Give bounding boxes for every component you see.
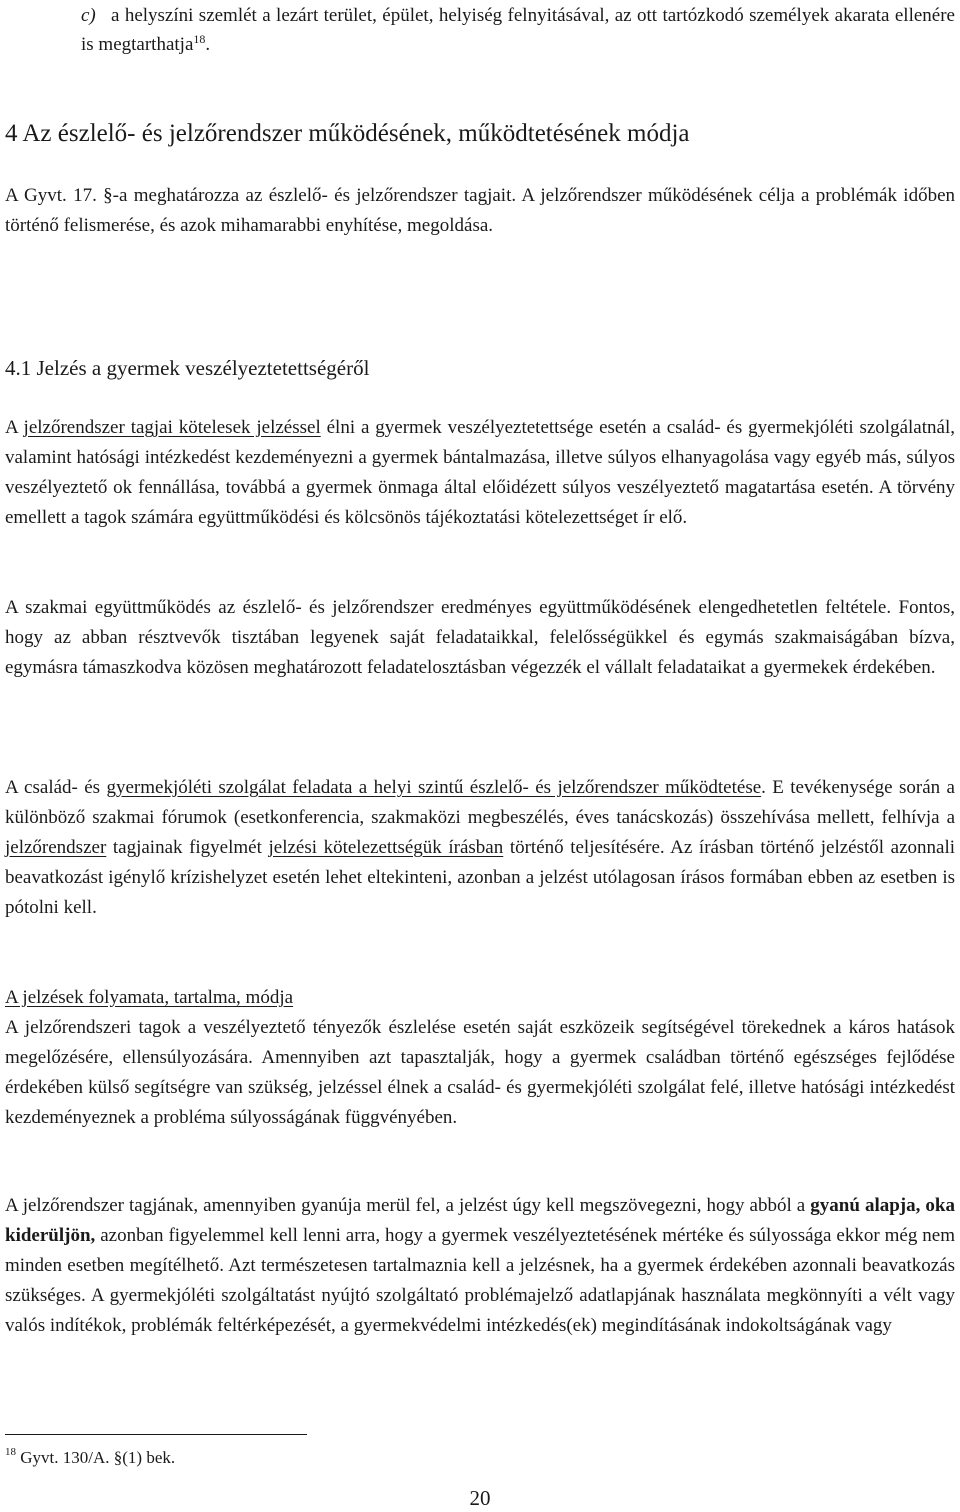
- list-item-c: [81, 1, 955, 59]
- paragraph-intro: A Gyvt. 17. §-a meghatározza az észlelő- és jelzőrendszer tagjait. A jelzőrendszer működésének célja a problémák időben történő felismerése, és azok mihamarabbi enyhítése, megoldása.: [5, 185, 955, 236]
- footnote-reference[interactable]: 18: [193, 32, 206, 46]
- footnote-number: 18: [5, 1446, 16, 1458]
- underlined-phrase: gyermekjóléti szolgálat feladata a helyi szintű észlelő- és jelzőrendszer működtetése: [106, 777, 762, 798]
- paragraph-1: A jelzőrendszer tagjai kötelesek jelzéssel élni a gyermek veszélyeztetettsége esetén a család- és gyermekjóléti szolgálatnál, valamint hatósági intézkedést kezdeményezni a gyermek bántalmazása, illetve súlyos elhanyagolása vagy egyéb más, súlyos veszélyeztető ok fennállása, továbbá a gyermek önmaga által előidézett súlyos veszélyeztető magatartása esetén. A törvény emellett a tagok számára együttműködési és kölcsönös tájékoztatási kötelezettséget ír elő.: [5, 417, 955, 528]
- paragraph-4: A jelzőrendszeri tagok a veszélyeztető tényezők észlelése esetén saját eszközeik segítségével törekednek a káros hatások megelőzésére, ellensúlyozására. Amennyiben azt tapasztalják, hogy a gyermek családban történő egészséges fejlődése érdekében külső segítségre van szükség, jelzéssel élnek a család- és gyermekjóléti szolgálat felé, illetve hatósági intézkedést kezdeményeznek a probléma súlyosságának függvényében.: [5, 1017, 955, 1128]
- underlined-phrase: jelzési kötelezettségük írásban: [268, 837, 504, 858]
- section-heading-4: 4 Az észlelő- és jelzőrendszer működésének, működtetésének módja: [5, 120, 690, 147]
- paragraph-5: A jelzőrendszer tagjának, amennyiben gyanúja merül fel, a jelzést úgy kell megszövegezni, hogy abból a gyanú alapja, oka kiderüljön, azonban figyelemmel kell lenni arra, hogy a gyermek veszélyeztetésének mértéke és súlyossága ekkor még nem minden esetben megítélhető. Azt természetesen tartalmaznia kell a jelzésnek, ha a gyermek érdekében azonnali beavatkozás szükséges. A gyermekjóléti szolgáltatást nyújtó szolgáltató problémajelző adatlapjának használata megkönnyíti a vélt vagy valós indítékok, problémák feltérképezését, a gyermekvédelmi intézkedés(ek) megindításának indokoltságának vagy: [5, 1195, 955, 1336]
- footnote-separator: [5, 1434, 307, 1435]
- list-item-label: c): [81, 5, 96, 26]
- page-number: 20: [469, 1486, 491, 1510]
- section-heading-4-1: 4.1 Jelzés a gyermek veszélyeztetettségéről: [5, 356, 370, 380]
- list-item-text: a helyszíni szemlét a lezárt terület, épület, helyiség felnyitásával, az ott tartózkodó személyek akarata ellenére is megtarthatja$^{18}$.: [81, 5, 955, 55]
- paragraph-2: A szakmai együttműködés az észlelő- és jelzőrendszer eredményes együttműködésének elengedhetetlen feltétele. Fontos, hogy az abban résztvevők tisztában legyenek saját feladataikkal, felelősségükkel és egymás szakmaiságában bízva, egymásra támaszkodva közösen meghatározott feladatelosztásban végezzék el vállalt feladataikat a gyermekek érdekében.: [5, 597, 955, 678]
- footnote-text: Gyvt. 130/A. §(1) bek.: [16, 1448, 176, 1467]
- footnote: [5, 1446, 175, 1470]
- underlined-phrase: jelzőrendszer: [5, 837, 107, 858]
- paragraph-3: A család- és gyermekjóléti szolgálat feladata a helyi szintű észlelő- és jelzőrendszer működtetése. E tevékenysége során a különböző szakmai fórumok (esetkonferencia, szakmaközi megbeszélés, éves tanácskozás) összehívása mellett, felhívja a jelzőrendszer tagjainak figyelmét jelzési kötelezettségük írásban történő teljesítésére. Az írásban történő jelzéstől azonnali beavatkozást igénylő krízishelyzet esetén lehet eltekinteni, azonban a jelzést utólagosan írásos formában ebben az esetben is pótolni kell.: [5, 777, 956, 918]
- underlined-phrase: jelzőrendszer tagjai kötelesek jelzéssel: [23, 417, 321, 438]
- subheading: A jelzések folyamata, tartalma, módja: [5, 987, 294, 1008]
- bold-phrase: gyanú alapja, oka kiderüljön,: [5, 1195, 955, 1246]
